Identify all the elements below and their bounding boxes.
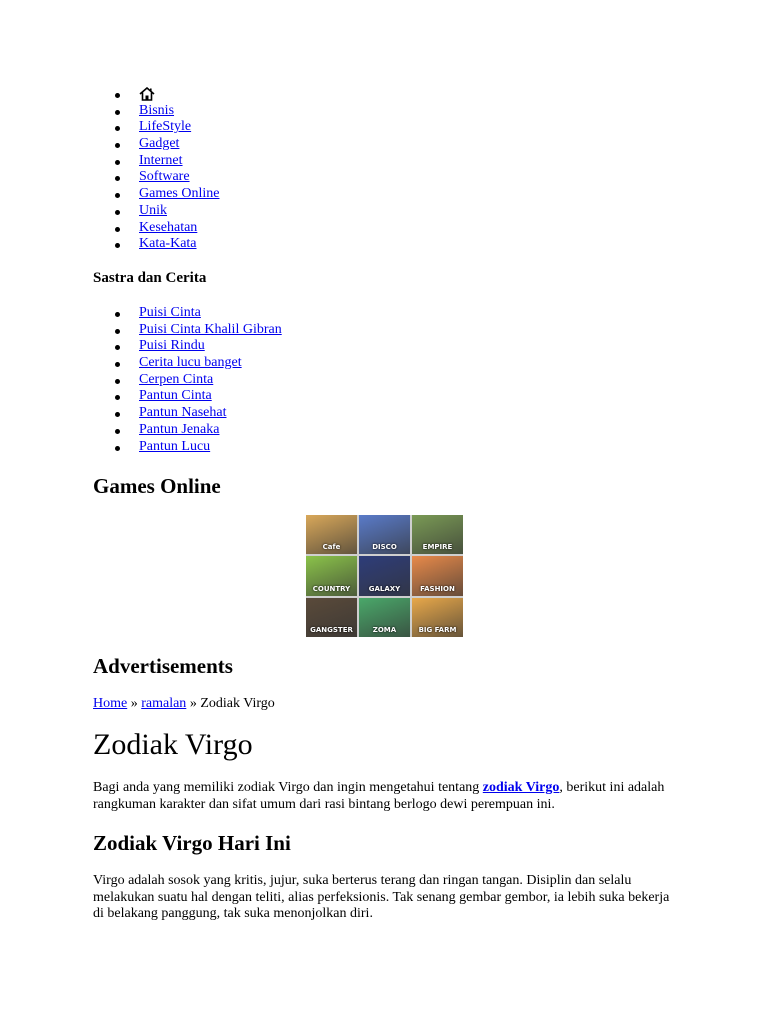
breadcrumb-current: Zodiak Virgo (200, 696, 275, 711)
home-icon[interactable] (139, 87, 155, 101)
game-tile-label: GANGSTER (310, 625, 353, 634)
sastra-heading: Sastra dan Cerita (93, 270, 207, 286)
main-nav (93, 86, 219, 253)
breadcrumb-separator: » (186, 696, 201, 711)
nav-link[interactable]: Kesehatan (139, 219, 198, 235)
list-item[interactable] (139, 422, 282, 439)
breadcrumb-home-link[interactable]: Home (93, 696, 128, 711)
sastra-link[interactable]: Puisi Rindu (139, 338, 205, 354)
sastra-link[interactable]: Pantun Lucu (139, 438, 211, 454)
nav-item-software[interactable] (139, 169, 219, 186)
game-tile[interactable] (412, 515, 463, 554)
section-heading: Zodiak Virgo Hari Ini (93, 831, 291, 855)
nav-link[interactable]: Unik (139, 202, 167, 218)
nav-link[interactable]: Bisnis (139, 102, 175, 118)
nav-item-unik[interactable] (139, 203, 219, 220)
zodiak-virgo-link[interactable]: zodiak Virgo (482, 780, 560, 795)
nav-link[interactable]: Software (139, 169, 190, 185)
sastra-link[interactable]: Puisi Cinta (139, 305, 201, 320)
game-tile-label: EMPIRE (422, 543, 453, 552)
sastra-link[interactable]: Cerita lucu banget (139, 355, 242, 371)
game-tile-label: ZOMA (372, 625, 397, 634)
game-tile[interactable] (306, 556, 357, 595)
sastra-link[interactable]: Puisi Cinta Khalil Gibran (139, 321, 282, 337)
list-item[interactable] (139, 405, 282, 422)
game-tile-label: COUNTRY (312, 584, 351, 593)
game-tile[interactable] (412, 556, 463, 595)
ads-heading: Advertisements (93, 654, 233, 678)
breadcrumb (93, 696, 275, 712)
list-item[interactable] (139, 388, 282, 405)
list-item[interactable] (139, 322, 282, 339)
nav-item-kata-kata[interactable] (139, 236, 219, 253)
games-banner[interactable] (306, 515, 463, 637)
list-item[interactable] (139, 355, 282, 372)
nav-item-home[interactable] (139, 86, 219, 103)
sastra-list (93, 305, 282, 455)
breadcrumb-separator: » (127, 696, 142, 711)
game-tile-label: BIG FARM (418, 625, 457, 634)
game-tile-label: FASHION (420, 584, 455, 593)
game-tile[interactable] (359, 556, 410, 595)
game-tile[interactable] (359, 515, 410, 554)
game-tile[interactable] (306, 598, 357, 637)
game-tile[interactable] (412, 598, 463, 637)
nav-item-gadget[interactable] (139, 136, 219, 153)
intro-text: , berikut ini adalah rangkuman karakter dan sifat umum dari rasi bintang berlogo dewi perempuan ini. (93, 780, 665, 812)
nav-link[interactable]: Games Online (139, 186, 220, 202)
games-heading: Games Online (93, 474, 221, 498)
sastra-link[interactable]: Pantun Cinta (139, 388, 212, 404)
sastra-link[interactable]: Cerpen Cinta (139, 371, 214, 387)
list-item[interactable] (139, 338, 282, 355)
game-tile-label: DISCO (372, 543, 397, 552)
nav-item-kesehatan[interactable] (139, 220, 219, 237)
nav-link[interactable]: LifeStyle (139, 119, 192, 135)
intro-text: Bagi anda yang memiliki zodiak Virgo dan ingin mengetahui tentang (93, 780, 483, 795)
sastra-link[interactable]: Pantun Nasehat (139, 405, 227, 421)
list-item[interactable] (139, 439, 282, 456)
body-paragraph: Virgo adalah sosok yang kritis, jujur, suka berterus terang dan ringan tangan. Disiplin dan selalu melakukan suatu hal dengan teliti, alias perfeksionis. Tak senang gembar gembor, ia lebih suka bekerja di belakang panggung, tak suka menonjolkan diri. (93, 873, 670, 921)
page-title: Zodiak Virgo (93, 728, 253, 761)
nav-link[interactable]: Gadget (139, 136, 180, 152)
game-tile[interactable] (306, 515, 357, 554)
nav-item-lifestyle[interactable] (139, 119, 219, 136)
breadcrumb-category-link[interactable]: ramalan (141, 696, 187, 711)
game-tile-label: GALAXY (368, 584, 401, 593)
game-tile-label: Cafe (322, 543, 341, 552)
list-item[interactable] (139, 372, 282, 389)
sastra-link[interactable]: Pantun Jenaka (139, 421, 220, 437)
nav-link[interactable]: Kata-Kata (139, 236, 197, 252)
nav-item-internet[interactable] (139, 153, 219, 170)
list-item[interactable] (139, 305, 282, 322)
intro-paragraph (93, 780, 678, 813)
game-tile[interactable] (359, 598, 410, 637)
nav-item-bisnis[interactable] (139, 103, 219, 120)
nav-item-games-online[interactable] (139, 186, 219, 203)
nav-link[interactable]: Internet (139, 152, 183, 168)
